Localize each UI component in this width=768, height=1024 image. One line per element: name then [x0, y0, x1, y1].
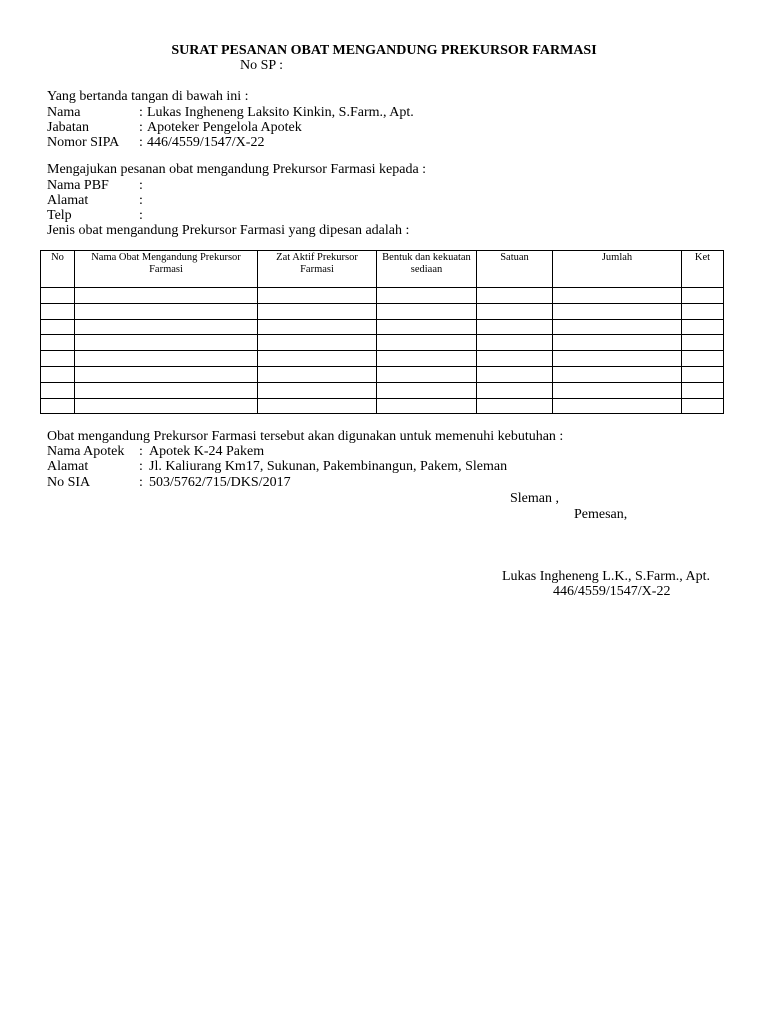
- signer-position-row: [47, 120, 302, 135]
- cell-notes: [682, 288, 724, 304]
- order-table: [40, 250, 724, 414]
- pbf-address-row: [47, 193, 143, 208]
- cell-drug-name: [75, 351, 258, 367]
- cell-dosage-form: [377, 335, 477, 351]
- cell-drug-name: [75, 288, 258, 304]
- cell-notes: [682, 351, 724, 367]
- cell-drug-name: [75, 319, 258, 335]
- cell-drug-name: [75, 398, 258, 414]
- pharmacy-name-value: Apotek K-24 Pakem: [149, 444, 265, 459]
- cell-drug-name: [75, 366, 258, 382]
- table-row: [41, 319, 724, 335]
- table-row: [41, 288, 724, 304]
- pbf-phone-row: [47, 208, 143, 223]
- signature-place: Sleman ,: [510, 491, 559, 506]
- cell-quantity: [553, 319, 682, 335]
- pbf-name-row: [47, 178, 143, 193]
- table-row: [41, 366, 724, 382]
- cell-active-substance: [258, 398, 377, 414]
- signer-sipa-row: [47, 135, 265, 150]
- cell-quantity: [553, 398, 682, 414]
- cell-dosage-form: [377, 303, 477, 319]
- signature-role: Pemesan,: [574, 507, 628, 522]
- cell-active-substance: [258, 366, 377, 382]
- cell-dosage-form: [377, 398, 477, 414]
- pharmacy-sia-row: [47, 475, 291, 490]
- order-table-header-row: [41, 251, 724, 288]
- signer-position-label: Jabatan: [47, 120, 89, 135]
- cell-quantity: [553, 351, 682, 367]
- cell-quantity: [553, 303, 682, 319]
- signer-name-label: Nama: [47, 105, 81, 120]
- cell-notes: [682, 319, 724, 335]
- pharmacy-address-row: [47, 459, 508, 474]
- pharmacy-sia-colon: :: [139, 475, 143, 490]
- cell-active-substance: [258, 351, 377, 367]
- table-row: [41, 303, 724, 319]
- cell-notes: [682, 382, 724, 398]
- pbf-phone-colon: :: [139, 208, 143, 223]
- table-row: [41, 351, 724, 367]
- cell-drug-name: [75, 303, 258, 319]
- cell-drug-name: [75, 382, 258, 398]
- pbf-name-colon: :: [139, 178, 143, 193]
- sp-number-label: No SP :: [240, 58, 284, 73]
- cell-no: [41, 398, 75, 414]
- cell-unit: [477, 335, 553, 351]
- signer-name-row: [47, 105, 414, 120]
- cell-unit: [477, 366, 553, 382]
- pbf-address-label: Alamat: [47, 193, 89, 208]
- cell-quantity: [553, 335, 682, 351]
- signature-number: 446/4559/1547/X-22: [553, 584, 671, 599]
- pharmacy-intro: Obat mengandung Prekursor Farmasi tersebut akan digunakan untuk memenuhi kebutuhan :: [47, 429, 564, 444]
- signature-name: Lukas Ingheneng L.K., S.Farm., Apt.: [502, 569, 711, 584]
- cell-dosage-form: [377, 288, 477, 304]
- supplier-intro: Mengajukan pesanan obat mengandung Prekursor Farmasi kepada :: [47, 162, 427, 177]
- column-header-drug-name: Nama Obat Mengandung Prekursor Farmasi: [75, 251, 258, 288]
- cell-no: [41, 319, 75, 335]
- column-header-no: No: [41, 251, 75, 288]
- cell-quantity: [553, 382, 682, 398]
- pbf-address-colon: :: [139, 193, 143, 208]
- pbf-phone-label: Telp: [47, 208, 72, 223]
- cell-drug-name: [75, 335, 258, 351]
- cell-no: [41, 335, 75, 351]
- cell-notes: [682, 366, 724, 382]
- document-title: SURAT PESANAN OBAT MENGANDUNG PREKURSOR FARMASI: [171, 43, 597, 58]
- cell-active-substance: [258, 303, 377, 319]
- order-list-intro: Jenis obat mengandung Prekursor Farmasi yang dipesan adalah :: [47, 223, 410, 238]
- cell-no: [41, 303, 75, 319]
- signer-sipa-label: Nomor SIPA: [47, 135, 120, 150]
- pharmacy-name-colon: :: [139, 444, 143, 459]
- cell-dosage-form: [377, 382, 477, 398]
- cell-no: [41, 288, 75, 304]
- cell-dosage-form: [377, 351, 477, 367]
- column-header-active-substance: Zat Aktif Prekursor Farmasi: [258, 251, 377, 288]
- cell-active-substance: [258, 288, 377, 304]
- signer-sipa-colon: :: [139, 135, 143, 150]
- cell-unit: [477, 382, 553, 398]
- pharmacy-sia-value: 503/5762/715/DKS/2017: [149, 475, 291, 490]
- cell-unit: [477, 319, 553, 335]
- cell-no: [41, 351, 75, 367]
- cell-quantity: [553, 366, 682, 382]
- pharmacy-name-label: Nama Apotek: [47, 444, 125, 459]
- pharmacy-address-label: Alamat: [47, 459, 89, 474]
- pharmacy-name-row: [47, 444, 265, 459]
- cell-active-substance: [258, 335, 377, 351]
- cell-no: [41, 366, 75, 382]
- cell-notes: [682, 335, 724, 351]
- table-row: [41, 382, 724, 398]
- signer-position-value: Apoteker Pengelola Apotek: [147, 120, 302, 135]
- column-header-notes: Ket: [682, 251, 724, 288]
- column-header-quantity: Jumlah: [553, 251, 682, 288]
- cell-dosage-form: [377, 319, 477, 335]
- cell-notes: [682, 303, 724, 319]
- cell-unit: [477, 398, 553, 414]
- signer-sipa-value: 446/4559/1547/X-22: [147, 135, 265, 150]
- table-row: [41, 335, 724, 351]
- signer-name-value: Lukas Ingheneng Laksito Kinkin, S.Farm., Apt.: [147, 105, 414, 120]
- cell-unit: [477, 288, 553, 304]
- pharmacy-sia-label: No SIA: [47, 475, 91, 490]
- cell-active-substance: [258, 382, 377, 398]
- cell-active-substance: [258, 319, 377, 335]
- pharmacy-address-value: Jl. Kaliurang Km17, Sukunan, Pakembinangun, Pakem, Sleman: [149, 459, 508, 474]
- cell-quantity: [553, 288, 682, 304]
- cell-notes: [682, 398, 724, 414]
- signer-name-colon: :: [139, 105, 143, 120]
- signer-intro: Yang bertanda tangan di bawah ini :: [47, 89, 249, 104]
- cell-dosage-form: [377, 366, 477, 382]
- signer-position-colon: :: [139, 120, 143, 135]
- column-header-unit: Satuan: [477, 251, 553, 288]
- cell-unit: [477, 351, 553, 367]
- pharmacy-address-colon: :: [139, 459, 143, 474]
- table-row: [41, 398, 724, 414]
- column-header-dosage-form: Bentuk dan kekuatan sediaan: [377, 251, 477, 288]
- cell-no: [41, 382, 75, 398]
- cell-unit: [477, 303, 553, 319]
- pbf-name-label: Nama PBF: [47, 178, 109, 193]
